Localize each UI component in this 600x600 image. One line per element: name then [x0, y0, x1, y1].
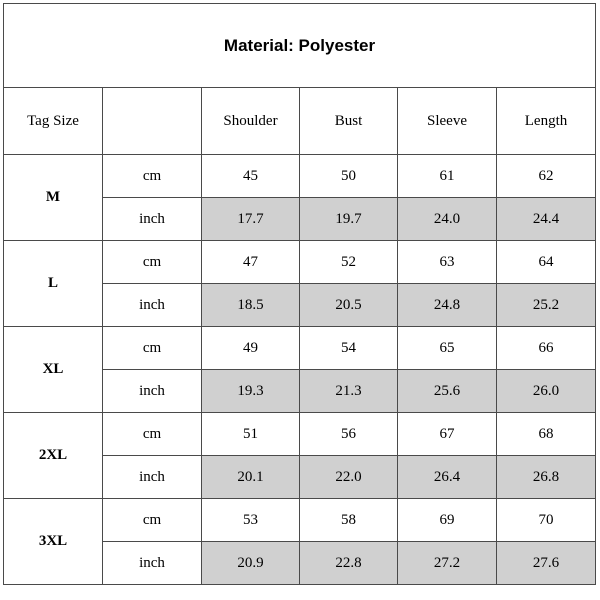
unit-header: [103, 88, 202, 155]
length-cm-value: 70: [497, 499, 596, 542]
bust-cm-value: 54: [300, 327, 398, 370]
unit-label-inch: inch: [103, 456, 202, 499]
size-row-cm: [4, 155, 596, 198]
length-cm-value: 64: [497, 241, 596, 284]
bust-cm-value: 56: [300, 413, 398, 456]
size-row-cm: [4, 241, 596, 284]
size-row-cm: [4, 499, 596, 542]
shoulder-cm-value: 49: [202, 327, 300, 370]
tag-size-cell: L: [4, 241, 103, 327]
material-title: Material: Polyester: [4, 4, 596, 88]
sleeve-cm-value: 61: [398, 155, 497, 198]
sleeve-cm-value: 69: [398, 499, 497, 542]
unit-label-inch: inch: [103, 198, 202, 241]
length-cm-value: 66: [497, 327, 596, 370]
sleeve-inch-value: 24.0: [398, 198, 497, 241]
unit-label-cm: cm: [103, 155, 202, 198]
sleeve-inch-value: 24.8: [398, 284, 497, 327]
bust-inch-value: 22.0: [300, 456, 398, 499]
tag-size-cell: M: [4, 155, 103, 241]
sleeve-inch-value: 25.6: [398, 370, 497, 413]
tag-size-cell: 3XL: [4, 499, 103, 585]
length-inch-value: 25.2: [497, 284, 596, 327]
length-header: Length: [497, 88, 596, 155]
header-row: [4, 88, 596, 155]
bust-inch-value: 22.8: [300, 542, 398, 585]
length-inch-value: 26.8: [497, 456, 596, 499]
unit-label-inch: inch: [103, 542, 202, 585]
shoulder-cm-value: 51: [202, 413, 300, 456]
size-chart-table: [3, 3, 596, 585]
unit-label-cm: cm: [103, 499, 202, 542]
length-cm-value: 62: [497, 155, 596, 198]
unit-label-inch: inch: [103, 370, 202, 413]
shoulder-inch-value: 19.3: [202, 370, 300, 413]
sleeve-cm-value: 65: [398, 327, 497, 370]
bust-cm-value: 58: [300, 499, 398, 542]
shoulder-inch-value: 18.5: [202, 284, 300, 327]
bust-cm-value: 50: [300, 155, 398, 198]
unit-label-cm: cm: [103, 413, 202, 456]
unit-label-cm: cm: [103, 241, 202, 284]
shoulder-inch-value: 20.1: [202, 456, 300, 499]
sleeve-inch-value: 27.2: [398, 542, 497, 585]
bust-cm-value: 52: [300, 241, 398, 284]
tag-size-cell: XL: [4, 327, 103, 413]
shoulder-cm-value: 53: [202, 499, 300, 542]
shoulder-inch-value: 17.7: [202, 198, 300, 241]
bust-inch-value: 19.7: [300, 198, 398, 241]
bust-inch-value: 21.3: [300, 370, 398, 413]
bust-header: Bust: [300, 88, 398, 155]
tag-size-header: Tag Size: [4, 88, 103, 155]
unit-label-cm: cm: [103, 327, 202, 370]
shoulder-cm-value: 45: [202, 155, 300, 198]
length-inch-value: 26.0: [497, 370, 596, 413]
length-inch-value: 27.6: [497, 542, 596, 585]
tag-size-cell: 2XL: [4, 413, 103, 499]
sleeve-header: Sleeve: [398, 88, 497, 155]
sleeve-cm-value: 63: [398, 241, 497, 284]
sleeve-inch-value: 26.4: [398, 456, 497, 499]
unit-label-inch: inch: [103, 284, 202, 327]
shoulder-cm-value: 47: [202, 241, 300, 284]
length-cm-value: 68: [497, 413, 596, 456]
shoulder-header: Shoulder: [202, 88, 300, 155]
title-row: [4, 4, 596, 88]
size-row-cm: [4, 327, 596, 370]
sleeve-cm-value: 67: [398, 413, 497, 456]
bust-inch-value: 20.5: [300, 284, 398, 327]
length-inch-value: 24.4: [497, 198, 596, 241]
shoulder-inch-value: 20.9: [202, 542, 300, 585]
size-row-cm: [4, 413, 596, 456]
